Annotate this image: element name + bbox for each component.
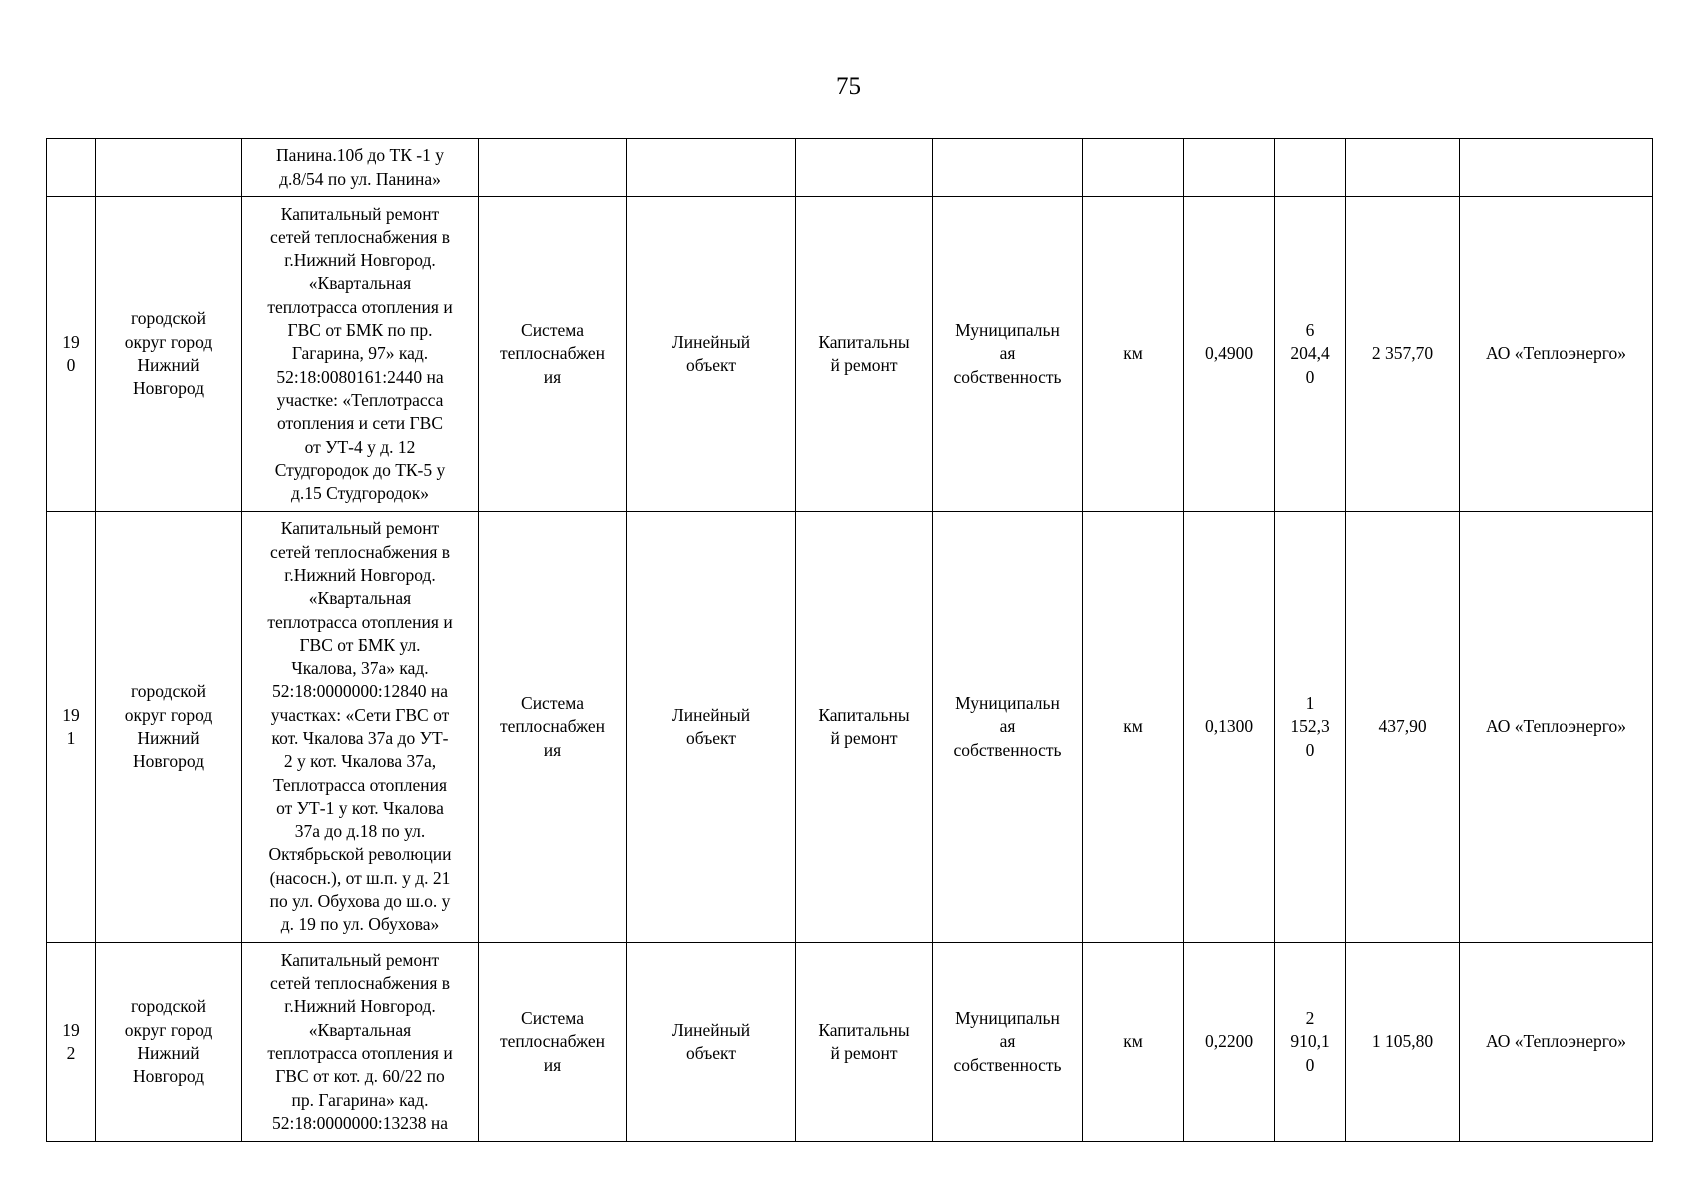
page-number: 75 [836,73,861,100]
table-row [47,139,1653,197]
length-cell: 0,1300 [1184,512,1275,943]
row-number-cell [47,139,96,197]
municipality-cell: городской округ город Нижний Новгород [96,512,242,943]
table-row [47,197,1653,512]
table-row [47,943,1653,1142]
length-cell [1184,139,1275,197]
cost-total-cell [1275,139,1346,197]
organization-cell: АО «Теплоэнерго» [1460,197,1653,512]
work-type-cell: Капитальны й ремонт [796,197,933,512]
length-cell: 0,4900 [1184,197,1275,512]
system-cell: Система теплоснабжен ия [479,512,627,943]
description-cell: Капитальный ремонт сетей теплоснабжения в г.Нижний Новгород. «Квартальная теплотрасса отопления и ГВС от БМК по пр. Гагарина, 97» кад. 52:18:0080161:2440 на участке: «Теплотрасса отопления и сети ГВС от УТ-4 у д. 12 Студгородок до ТК-5 у д.15 Студгородок» [242,197,479,512]
description-cell: Панина.10б до ТК -1 у д.8/54 по ул. Панина» [242,139,479,197]
row-number-cell: 19 2 [47,943,96,1142]
object-type-cell [627,139,796,197]
data-table [46,138,1653,1142]
row-number-cell: 19 1 [47,512,96,943]
cost-cell [1346,139,1460,197]
system-cell: Система теплоснабжен ия [479,197,627,512]
organization-cell: АО «Теплоэнерго» [1460,943,1653,1142]
organization-cell: АО «Теплоэнерго» [1460,512,1653,943]
ownership-cell: Муниципальн ая собственность [933,943,1083,1142]
object-type-cell: Линейный объект [627,197,796,512]
system-cell [479,139,627,197]
description-cell: Капитальный ремонт сетей теплоснабжения в г.Нижний Новгород. «Квартальная теплотрасса отопления и ГВС от кот. д. 60/22 по пр. Гагарина» кад. 52:18:0000000:13238 на [242,943,479,1142]
unit-cell [1083,139,1184,197]
municipality-cell: городской округ город Нижний Новгород [96,943,242,1142]
cost-cell: 2 357,70 [1346,197,1460,512]
cost-total-cell: 2 910,1 0 [1275,943,1346,1142]
ownership-cell: Муниципальн ая собственность [933,512,1083,943]
municipality-cell [96,139,242,197]
unit-cell: км [1083,197,1184,512]
cost-total-cell: 6 204,4 0 [1275,197,1346,512]
cost-total-cell: 1 152,3 0 [1275,512,1346,943]
table-row [47,512,1653,943]
unit-cell: км [1083,512,1184,943]
ownership-cell [933,139,1083,197]
length-cell: 0,2200 [1184,943,1275,1142]
object-type-cell: Линейный объект [627,512,796,943]
municipality-cell: городской округ город Нижний Новгород [96,197,242,512]
cost-cell: 1 105,80 [1346,943,1460,1142]
cost-cell: 437,90 [1346,512,1460,943]
organization-cell [1460,139,1653,197]
object-type-cell: Линейный объект [627,943,796,1142]
work-type-cell: Капитальны й ремонт [796,512,933,943]
system-cell: Система теплоснабжен ия [479,943,627,1142]
work-type-cell: Капитальны й ремонт [796,943,933,1142]
description-cell: Капитальный ремонт сетей теплоснабжения в г.Нижний Новгород. «Квартальная теплотрасса отопления и ГВС от БМК ул. Чкалова, 37а» кад. 52:18:0000000:12840 на участках: «Сети ГВС от кот. Чкалова 37а до УТ- 2 у кот. Чкалова 37а, Теплотрасса отопления от УТ-1 у кот. Чкалова 37а до д.18 по ул. Октябрьской революции (насосн.), от ш.п. у д. 21 по ул. Обухова до ш.о. у д. 19 по ул. Обухова» [242,512,479,943]
row-number-cell: 19 0 [47,197,96,512]
ownership-cell: Муниципальн ая собственность [933,197,1083,512]
work-type-cell [796,139,933,197]
unit-cell: км [1083,943,1184,1142]
